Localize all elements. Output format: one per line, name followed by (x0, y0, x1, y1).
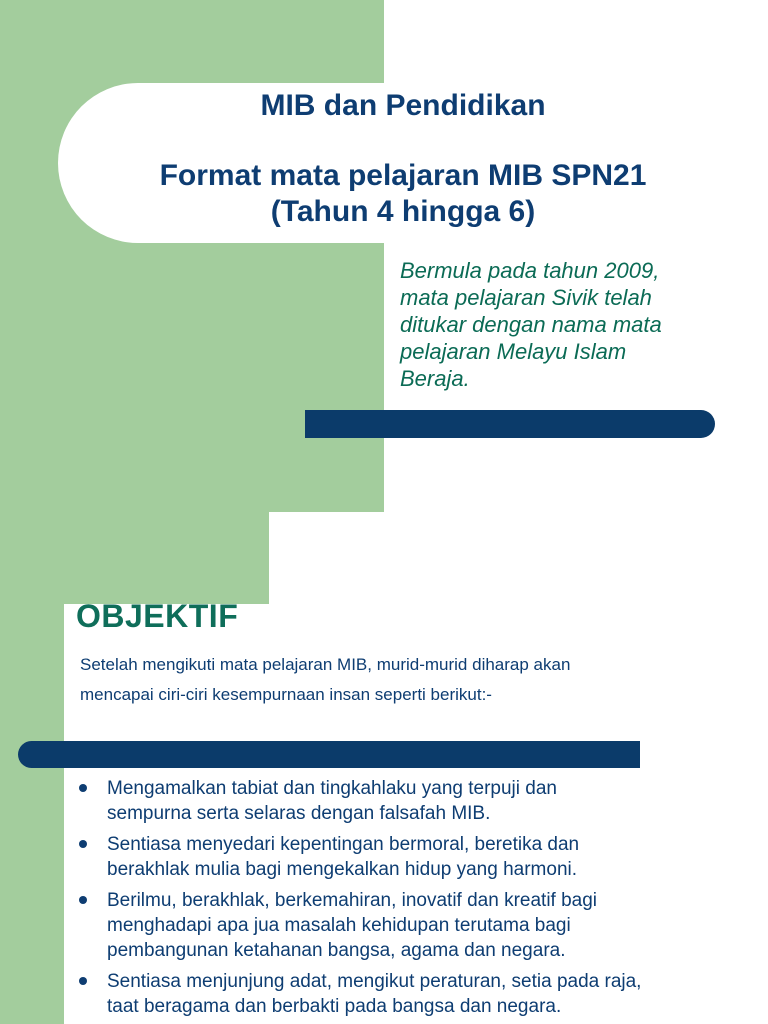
intro-text (80, 650, 720, 710)
subtitle-line: (Tahun 4 hingga 6) (270, 195, 536, 228)
body-line: ditukar dengan nama mata (400, 312, 662, 337)
slide-body-text (400, 257, 720, 392)
list-item (76, 969, 726, 1019)
section-heading: OBJEKTIF (76, 598, 239, 634)
list-item-line: berakhlak mulia bagi mengekalkan hidup yang harmoni. (107, 859, 578, 880)
objective-list (76, 776, 726, 1024)
body-line: mata pelajaran Sivik telah (400, 285, 652, 310)
subtitle-line: Format mata pelajaran MIB SPN21 (159, 159, 647, 192)
title-block (110, 88, 696, 230)
bullet-icon (79, 896, 87, 904)
list-item-line: sempurna serta selaras dengan falsafah MIB. (107, 803, 491, 824)
list-item-line: menghadapi apa jua masalah kehidupan terutama bagi (107, 915, 571, 936)
body-line: Bermula pada tahun 2009, (400, 258, 660, 283)
green-side-panel (0, 512, 64, 1024)
list-item-line: Sentiasa menyedari kepentingan bermoral, beretika dan (107, 834, 580, 855)
intro-line: Setelah mengikuti mata pelajaran MIB, murid-murid diharap akan (80, 655, 571, 674)
decorative-bar (305, 410, 715, 438)
list-item-line: pembangunan ketahanan bangsa, agama dan negara. (107, 940, 566, 961)
list-item (76, 832, 726, 882)
list-item-line: Mengamalkan tabiat dan tingkahlaku yang terpuji dan (107, 778, 557, 799)
decorative-bar (18, 741, 640, 768)
bullet-icon (79, 840, 87, 848)
list-item-line: taat beragama dan berbakti pada bangsa dan negara. (107, 996, 562, 1017)
intro-line: mencapai ciri-ciri kesempurnaan insan seperti berikut:- (80, 685, 492, 704)
slide-2 (0, 512, 768, 1024)
body-line: Beraja. (400, 366, 470, 391)
list-item-line: Sentiasa menjunjung adat, mengikut peraturan, setia pada raja, (107, 971, 642, 992)
bullet-icon (79, 784, 87, 792)
body-line: pelajaran Melayu Islam (400, 339, 627, 364)
bullet-icon (79, 977, 87, 985)
green-corner-block (64, 512, 269, 604)
list-item (76, 888, 726, 963)
slide-subtitle (110, 158, 696, 230)
list-item (76, 776, 726, 826)
list-item-line: Berilmu, berakhlak, berkemahiran, inovatif dan kreatif bagi (107, 890, 598, 911)
slide-title: MIB dan Pendidikan (260, 89, 546, 122)
